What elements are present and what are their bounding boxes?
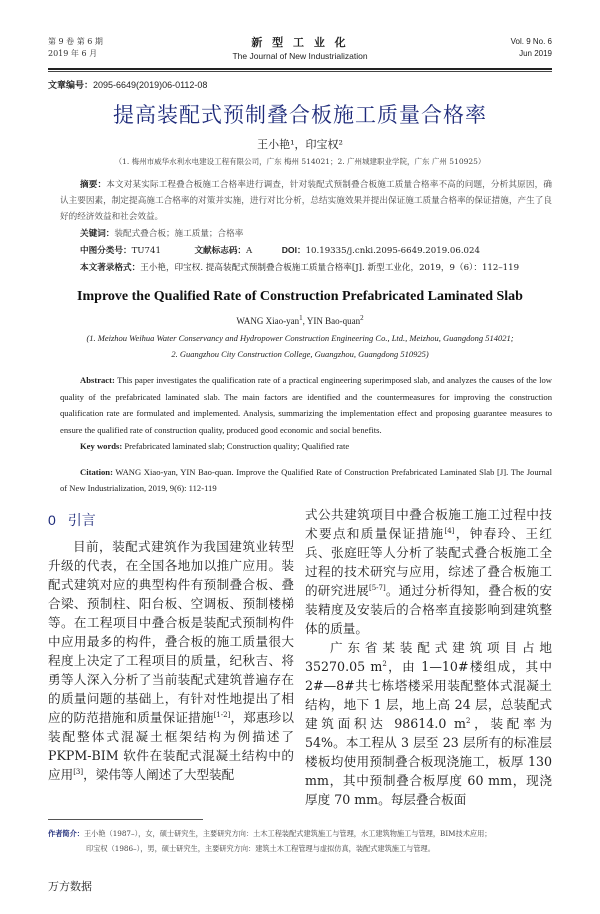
section-title: 引言 (67, 511, 96, 528)
citation-en (60, 464, 552, 497)
body-text: ，装配率为 54%。本工程从 3 层至 23 层所有的标准层楼板均使用预制叠合板现浇施工，板厚 130 mm，其中预制叠合板厚度 60 mm，现浇厚度 70 mm。每层叠合板面 (305, 715, 553, 807)
body-paragraph (305, 638, 552, 809)
watermark-wanfang: 万方数据 (48, 880, 92, 893)
reference-link[interactable]: [3] (73, 767, 84, 776)
footnote-text-2: 印宝权（1986–），男，硕士研究生，主要研究方向：建筑土木工程管理与虚拟仿真，装配式建筑施工与管理。 (86, 843, 435, 853)
body-text: 。通过分析得知，叠合板的安装精度及安装后的合格率直接影响到建筑整体的质量。 (305, 582, 553, 636)
footnote-text-1: 王小艳（1987–），女，硕士研究生，主要研究方向：土木工程装配式建筑施工与管理，水工建筑物施工与管理，BIM技术应用； (83, 828, 492, 838)
abstract-cn-text: 本文对某实际工程叠合板施工合格率进行调查，针对装配式预制叠合板施工质量合格率不高的问题，分析其原因，确认主要因素，制定提高施工合格率的对策并实施，进行对比分析，总结实施效果并提出保证施工质量合格率的保证措施，产生了良好的经济效益和社会效益。 (60, 180, 552, 222)
keywords-cn-text: 装配式叠合板；施工质量；合格率 (114, 229, 244, 239)
keywords-cn-label: 关键词： (80, 228, 115, 238)
body-text: ，梁伟等人阐述了大型装配 (83, 766, 235, 782)
english-title: Improve the Qualified Rate of Construction Prefabricated Laminated Slab (77, 289, 523, 304)
body-text: ，由 1—10#楼组成，其中 2#—8#共七栋塔楼采用装配整体式混凝土结构，地下 1 层，地上高 24 层，总装配式建筑面积达 98614.0 m (305, 658, 552, 731)
footnote-label: 作者简介： (48, 828, 84, 838)
citation-cn-label: 本文著录格式： (80, 262, 141, 272)
reference-link[interactable]: [4] (444, 526, 455, 535)
author-footnote (48, 826, 552, 856)
superscript: 2 (466, 716, 471, 725)
authors-en (48, 314, 552, 328)
abstract-en-block (60, 372, 552, 497)
affiliation-en (48, 330, 552, 362)
doc-code-label: 文献标志码： (194, 245, 247, 255)
body-text: 式公共建筑项目中叠合板施工施工过程中技术要点和质量保证措施 (305, 506, 552, 541)
affiliation-cn: （1. 梅州市威华水利水电建设工程有限公司，广东 梅州 514021；2. 广州城建职业学院，广东 广州 510925） (114, 157, 486, 166)
body-columns (48, 505, 552, 809)
header-rule (48, 68, 552, 70)
citation-cn (60, 259, 552, 276)
doi-value: 10.19335/j.cnki.2095-6649.2019.06.024 (305, 246, 480, 256)
journal-name-en: The Journal of New Industrialization (232, 51, 368, 61)
citation-cn-text: 王小艳，印宝权. 提高装配式预制叠合板施工质量合格率[J]. 新型工业化，2019，9（6）：112–119 (140, 263, 520, 273)
citation-en-label: Citation: (80, 466, 113, 477)
abstract-cn-block (60, 176, 552, 276)
clc-label: 中图分类号： (80, 245, 132, 255)
body-text: 广东省某装配式建筑项目占地 35270.05 m (305, 639, 552, 674)
body-text: ，钟春玲、王红兵、张庭旺等人分析了装配式叠合板施工全过程的技术研究与应用，综述了叠合板施工的研究进展 (305, 525, 553, 598)
author-2: YIN Bao-quan (306, 316, 361, 326)
volume-cn: 第 9 卷 第 6 期 (48, 37, 103, 46)
affiliation-en-2: 2. Guangzhou City Construction College, Guangzhou, Guangdong 510925) (171, 349, 429, 359)
keywords-cn (60, 225, 552, 242)
author-sep: , (302, 316, 307, 326)
body-right-column (305, 505, 552, 809)
author-1-sup: 1 (299, 314, 303, 322)
body-paragraph (305, 505, 552, 638)
article-number-value: 2095-6649(2019)06-0112-08 (93, 80, 208, 90)
header-left (48, 36, 168, 60)
footnote-line-1 (48, 826, 552, 841)
article-number (48, 78, 552, 91)
reference-link[interactable]: [1-2] (213, 710, 231, 719)
keywords-en (60, 438, 552, 455)
volume-en: Vol. 9 No. 6 (510, 37, 552, 46)
section-number: 0 (48, 511, 56, 528)
reference-link[interactable]: [5-7] (368, 583, 386, 592)
doc-code-value: A (246, 246, 253, 256)
abstract-cn-label: 摘要： (80, 179, 107, 189)
abstract-en-text: This paper investigates the qualification rate of a practical engineering superimposed slab, and analyzes the causes of the low quality of the prefabricated laminated slab. The main factors are identified and the countermeasures for improving the construction qualification rate are formulated and implemented. Analysis, summarizing the implementation effect and proposing guarantee measures to ensure the qualified rate of construction quality, produced good economic and social benefits. (60, 375, 552, 435)
author-1: WANG Xiao-yan (236, 316, 300, 326)
author-2-sup: 2 (360, 314, 364, 322)
body-text: ，郑惠珍以装配整体式混凝土框架结构为例描述了 PKPM-BIM 软件在装配式混凝土结构中的应用 (48, 709, 295, 782)
citation-en-text: WANG Xiao-yan, YIN Bao-quan. Improve the Qualified Rate of Construction Prefabricated Laminated Slab [J]. The Journal of New Industrialization, 2019, 9(6): 112-119 (60, 466, 552, 493)
page-title: 提高装配式预制叠合板施工质量合格率 (113, 104, 487, 127)
journal-name-cn: 新 型 工 业 化 (251, 36, 349, 49)
affiliation-en-1: (1. Meizhou Weihua Water Conservancy and Hydropower Construction Engineering Co., Ltd., Meizhou, Guangdong 514021; (86, 333, 514, 343)
body-paragraph (48, 537, 294, 784)
body-text: 目前，装配式建筑作为我国建筑业转型升级的代表，在全国各地加以推广应用。装配式建筑对应的典型构件有预制叠合板、叠合梁、预制柱、阳台板、空调板、预制楼梯等。在工程项目中叠合板是装配式预制构件中应用最多的构件，叠合板的施工质量很大程度上决定了工程项目的质量，纪秋吉、将勇等人深入分析了当前装配式建筑普遍存在的质量问题的基础上，有针对性地提出了相应的防范措施和质量保证措施 (48, 538, 294, 725)
keywords-en-label: Key words: (80, 441, 123, 451)
journal-header (168, 36, 432, 62)
date-cn: 2019 年 6 月 (48, 49, 98, 58)
journal-header-bar (48, 36, 552, 62)
section-heading (48, 509, 294, 531)
body-left-column (48, 505, 294, 809)
abstract-en-label: Abstract: (80, 375, 115, 385)
date-en: Jun 2019 (519, 49, 552, 58)
header-rule-thin (48, 71, 552, 72)
keywords-en-text: Prefabricated laminated slab; Construction quality; Qualified rate (122, 441, 350, 451)
footnote-rule (48, 819, 203, 820)
superscript: 2 (382, 659, 387, 668)
clc-value: TU741 (131, 246, 161, 256)
authors-cn: 王小艳¹，印宝权² (257, 138, 343, 151)
abstract-en (60, 372, 552, 438)
classification (60, 242, 552, 259)
doi-label: DOI： (281, 245, 306, 255)
abstract-cn (60, 176, 552, 225)
header-right (432, 36, 552, 60)
article-number-label: 文章编号： (48, 80, 94, 90)
